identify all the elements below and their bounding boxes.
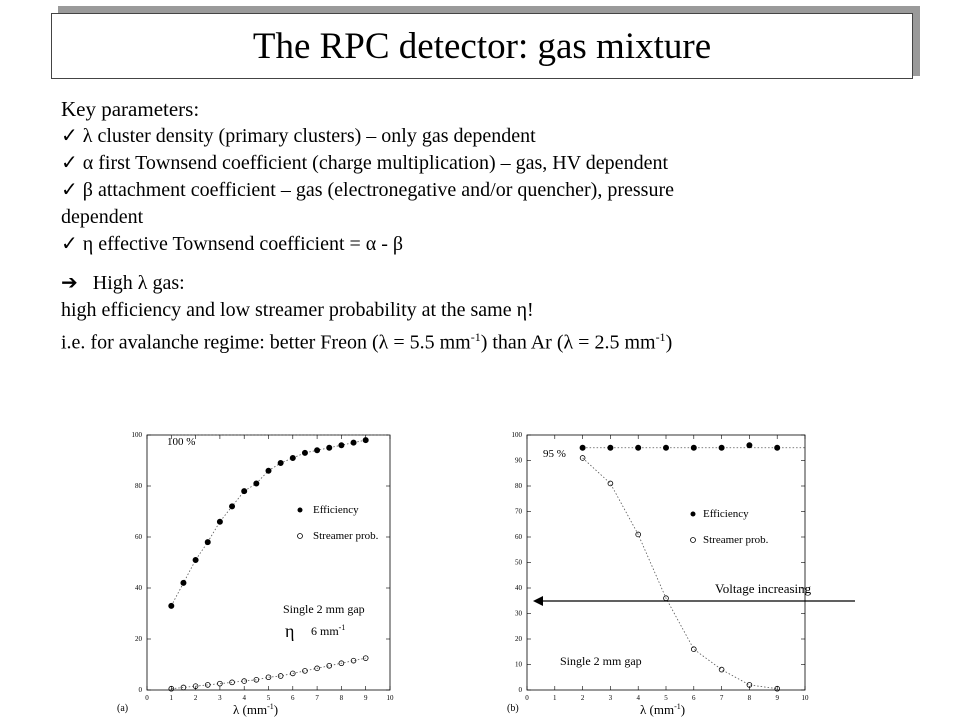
y-tick-label: 30 <box>515 609 522 618</box>
y-tick-label: 90 <box>515 456 522 465</box>
param-item-beta <box>61 177 941 204</box>
unit-sup: -1 <box>470 330 481 344</box>
arrow-right-icon: ➔ <box>61 272 78 294</box>
efficiency-point <box>363 438 368 443</box>
x-tick-label: 7 <box>719 694 724 702</box>
slide-title: The RPC detector: gas mixture <box>252 25 712 67</box>
efficiency-point <box>747 443 752 448</box>
plot-b-legend-filled-marker <box>691 512 696 517</box>
title-box <box>51 13 913 79</box>
plot-b-efficiency-streamer <box>505 425 885 720</box>
efficiency-point <box>266 468 271 473</box>
plot-a-legend-open-marker <box>298 534 303 539</box>
y-tick-label: 0 <box>138 686 142 694</box>
fit-curve <box>171 440 365 606</box>
streamer-point <box>278 674 283 679</box>
plot-a-annotation-eta: η <box>285 621 295 641</box>
y-tick-label: 40 <box>515 584 522 592</box>
plot-a-legend-efficiency: Efficiency <box>313 504 359 516</box>
efficiency-point <box>254 481 259 486</box>
efficiency-point <box>636 445 641 450</box>
x-tick-label: 5 <box>266 694 271 702</box>
plot-a-reference-label: 100 % <box>167 436 196 448</box>
x-tick-label: 7 <box>315 694 319 702</box>
param-item-alpha <box>61 150 941 177</box>
x-tick-label: 2 <box>580 694 585 702</box>
plot-b-x-axis-label: λ $(mm^{-1})$ <box>640 702 686 717</box>
efficiency-point <box>775 445 780 450</box>
param-symbol: β <box>82 179 93 201</box>
param-symbol: η <box>82 233 94 255</box>
conclusion-part-b: ) than Ar (λ = 2.5 mm <box>480 331 656 354</box>
param-item-beta-cont: dependent <box>61 206 144 228</box>
y-tick-label: 50 <box>515 558 522 567</box>
y-tick-label: 100 <box>131 431 142 439</box>
param-item-eta <box>61 231 941 258</box>
efficiency-point <box>315 448 320 453</box>
efficiency-point <box>278 460 283 465</box>
streamer-point <box>719 667 724 672</box>
fit-curve <box>171 658 365 689</box>
plot-b-panel-label: (b) <box>507 703 519 714</box>
streamer-point <box>205 683 210 688</box>
streamer-point <box>363 656 368 661</box>
param-symbol: λ <box>82 125 93 147</box>
x-tick-label: 9 <box>363 694 368 702</box>
y-tick-label: 0 <box>518 686 522 694</box>
efficiency-point <box>719 445 724 450</box>
param-text: cluster density (primary clusters) – only gas dependent <box>92 125 536 147</box>
x-tick-label: 9 <box>775 694 779 702</box>
x-tick-label: 3 <box>608 694 613 702</box>
plot-a-x-axis-label: λ $(mm^{-1})$ <box>233 702 279 717</box>
efficiency-point <box>217 519 222 524</box>
check-icon: ✓ <box>61 179 78 201</box>
streamer-point <box>580 456 585 461</box>
conclusion-line-1: high efficiency and low streamer probability at the same η! <box>61 299 534 321</box>
y-tick-label: 60 <box>515 533 522 541</box>
key-heading: Key parameters: <box>61 97 200 121</box>
slide-body <box>61 96 941 357</box>
streamer-point <box>254 677 259 682</box>
efficiency-point <box>205 540 210 545</box>
y-tick-label: 20 <box>135 635 142 643</box>
efficiency-point <box>169 603 174 608</box>
y-tick-label: 70 <box>515 507 522 516</box>
plot-a-panel-label: (a) <box>117 703 129 714</box>
x-tick-label: 1 <box>553 694 557 702</box>
x-tick-label: 8 <box>747 694 752 702</box>
x-tick-label: 4 <box>242 694 246 702</box>
plot-a-annotation-value: 6 $mm^{-1}$ <box>311 623 346 638</box>
param-text: attachment coefficient – gas (electronegative and/or quencher), pressure <box>92 179 674 201</box>
y-tick-label: 60 <box>135 533 142 541</box>
voltage-arrow-label: Voltage increasing <box>715 581 812 596</box>
y-tick-label: 100 <box>511 431 522 439</box>
x-tick-label: 10 <box>386 694 394 702</box>
plot-b-legend-streamer: Streamer prob. <box>703 534 769 546</box>
x-tick-label: 8 <box>339 694 344 702</box>
voltage-arrow-head <box>533 596 543 606</box>
efficiency-point <box>193 557 198 562</box>
high-lambda-line <box>61 270 941 297</box>
unit-sup: -1 <box>655 330 666 344</box>
streamer-point <box>266 675 271 680</box>
x-tick-label: 6 <box>692 694 696 702</box>
efficiency-point <box>242 489 247 494</box>
plot-b-reference-label: 95 % <box>543 448 566 460</box>
plot-1-frame <box>527 435 805 690</box>
check-icon: ✓ <box>61 125 78 147</box>
plot-a-legend-filled-marker <box>298 508 303 513</box>
conclusion-part-c: ) <box>665 331 673 354</box>
efficiency-point <box>181 580 186 585</box>
x-tick-label: 6 <box>291 694 295 702</box>
streamer-point <box>608 481 613 486</box>
check-icon: ✓ <box>61 152 78 174</box>
x-tick-label: 3 <box>218 694 222 702</box>
x-tick-label: 1 <box>169 694 174 702</box>
check-icon: ✓ <box>61 233 78 255</box>
param-text: effective Townsend coefficient = α - β <box>93 233 404 255</box>
efficiency-point <box>327 445 332 450</box>
y-tick-label: 20 <box>515 635 522 643</box>
x-tick-label: 5 <box>664 694 668 702</box>
y-tick-label: 80 <box>135 482 142 490</box>
x-tick-label: 10 <box>801 694 809 702</box>
plot-b-legend-efficiency: Efficiency <box>703 508 749 520</box>
efficiency-point <box>580 445 585 450</box>
plot-b-annotation-gap: Single 2 mm gap <box>560 654 642 668</box>
streamer-point <box>230 680 235 685</box>
efficiency-point <box>302 450 307 455</box>
efficiency-point <box>663 445 668 450</box>
plot-a-annotation-gap: Single 2 mm gap <box>283 602 365 616</box>
plot-b-legend-open-marker <box>691 538 696 543</box>
param-text: first Townsend coefficient (charge multiplication) – gas, HV dependent <box>93 152 668 174</box>
efficiency-point <box>608 445 613 450</box>
efficiency-point <box>339 443 344 448</box>
high-lambda-text: High λ gas: <box>92 272 185 294</box>
efficiency-point <box>229 504 234 509</box>
plot-a-efficiency-streamer <box>115 425 400 720</box>
x-tick-label: 0 <box>525 694 529 702</box>
y-tick-label: 80 <box>515 482 522 490</box>
efficiency-point <box>351 440 356 445</box>
x-tick-label: 4 <box>636 694 640 702</box>
efficiency-point <box>691 445 696 450</box>
streamer-point <box>218 681 223 686</box>
y-tick-label: 10 <box>515 660 522 669</box>
conclusion-line-2 <box>61 324 941 357</box>
param-symbol: α <box>82 152 94 174</box>
conclusion-part-a: i.e. for avalanche regime: better Freon (λ = 5.5 mm <box>61 331 471 354</box>
y-tick-label: 40 <box>135 584 142 592</box>
x-tick-label: 0 <box>145 694 149 702</box>
param-item-lambda <box>61 123 941 150</box>
streamer-point <box>691 647 696 652</box>
plot-a-legend-streamer: Streamer prob. <box>313 530 379 542</box>
efficiency-point <box>290 455 295 460</box>
x-tick-label: 2 <box>193 694 198 702</box>
